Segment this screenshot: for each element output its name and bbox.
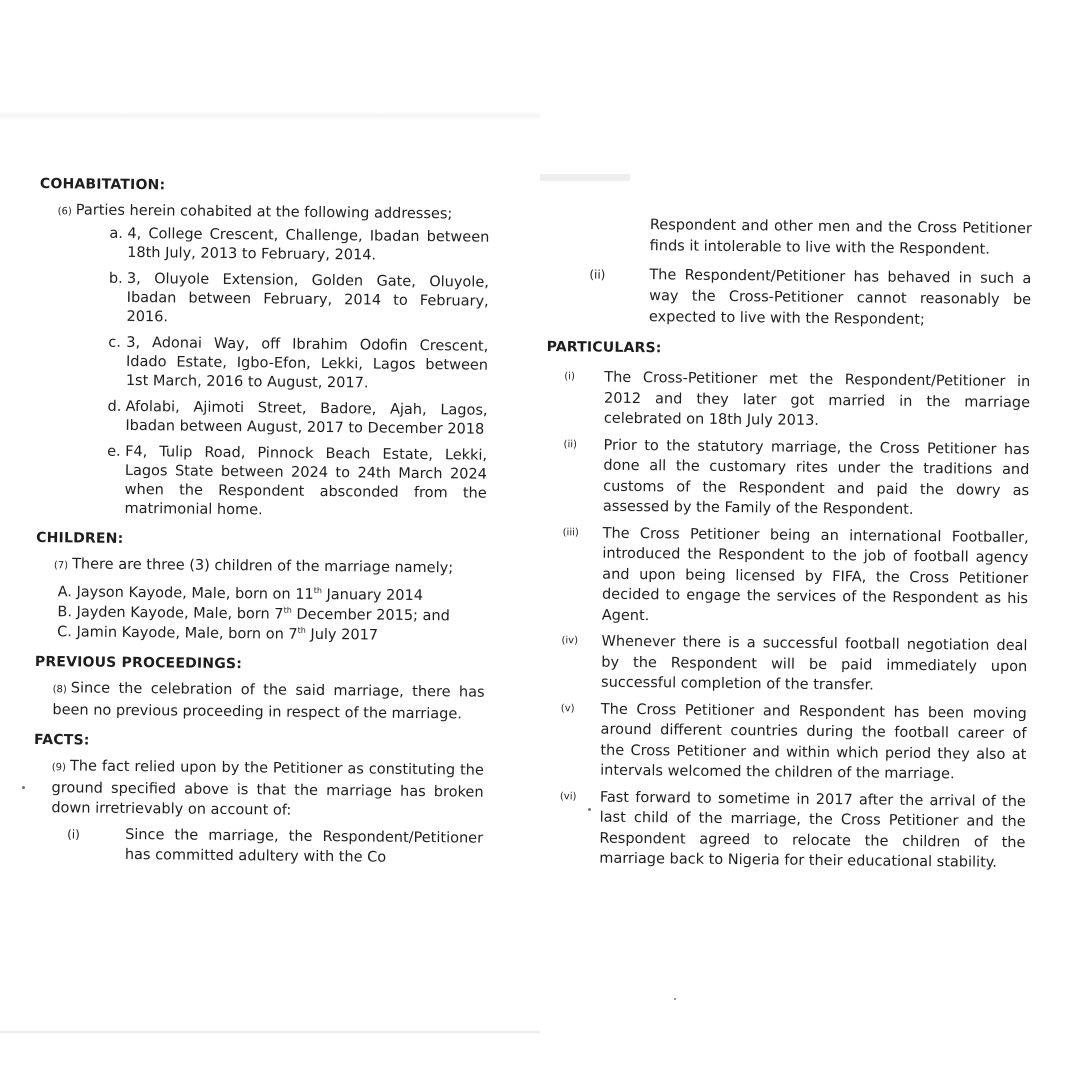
children-list [57,582,486,646]
facts-heading: FACTS: [34,731,90,749]
facts-item-i: (i) Since the marriage, the Respondent/Petitioner has committed adultery with the Co [67,826,484,866]
children-heading: CHILDREN: [36,529,124,547]
address-item-b: b. 3, Oluyole Extension, Golden Gate, Oluyole, Ibadan between February, 2014 to February, 2016. [108,270,489,326]
paragraph-number: (6) [57,206,72,218]
particulars-list [540,367,1030,874]
cohabitation-section [36,176,490,523]
facts-item-ii: (ii) The Respondent/Petitioner has behaved in such a way the Cross-Petitioner cannot reasonably be expected to live with the Respondent; [589,267,1032,329]
child-item-a: A. Jayson Kayode, Male, born on 11th January 2014 [57,584,424,605]
particulars-heading: PARTICULARS: [546,339,662,357]
previous-proceedings-section [34,654,485,725]
scan-mark [540,174,630,181]
scan-edge-bottom [0,1030,540,1034]
continuation-text: Respondent and other men and the Cross Petitioner finds it intolerable to live with the Respondent. [649,217,1032,258]
address-item-e: e. F4, Tulip Road, Pinnock Beach Estate, Lekki, Lagos State between 2024 to 24th March 2024 when the Respondent absconded from the matrimonial home. [107,443,488,519]
paragraph-number: (8) [52,684,67,696]
address-item-c: c. 3, Adonai Way, off Ibrahim Odofin Crescent, Idado Estate, Igbo-Efon, Lekki, Lagos between 1st March, 2016 to August, 2017. [108,334,489,392]
left-page-content [33,176,490,881]
address-item-a: a. 4, College Crescent, Challenge, Ibadan between 18th July, 2013 to February, 2014. [109,225,490,264]
children-section [35,530,486,647]
paragraph-number: (9) [51,762,67,774]
scan-edge-top [0,112,540,120]
cohabitation-heading: COHABITATION: [39,176,166,194]
children-intro: (7) There are three (3) children of the marriage namely; [53,556,454,577]
particular-item-v: (v) The Cross Petitioner and Respondent has been moving around different countries during the football career of the Cross Petitioner and within which period they also at intervals welcomed the children of the marriage. [560,701,1027,783]
facts-section [33,732,484,869]
child-item-c: C. Jamin Kayode, Male, born on 7th July 2017 [57,624,379,644]
previous-proceedings-heading: PREVIOUS PROCEEDINGS: [34,653,243,673]
cohabitation-intro: (6) Parties herein cohabited at the following addresses; [57,202,453,223]
address-list [106,225,489,523]
child-item-b: B. Jayden Kayode, Male, born 7th December 2015; and [57,604,450,625]
particular-item-ii: (ii) Prior to the statutory marriage, the Cross Petitioner has done all the customary rites under the traditions and customs of the Respondent and paid the dowry as assessed by the Family of the Respondent. [563,437,1030,518]
scan-speck [674,998,676,1000]
particular-item-iii: (iii) The Cross Petitioner being an international Footballer, introduced the Respondent to the job of football agency and upon being licensed by FIFA, the Cross Petitioner decided to engage the services of the Respondent as his Agent. [562,525,1029,624]
facts-text: (9) The fact relied upon by the Petitioner as constituting the ground specified above is that the marriage has broken down irretrievably on account of: [51,758,484,819]
right-page [540,0,1080,1080]
particular-item-iv: (iv) Whenever there is a successful football negotiation deal by the Respondent will be paid immediately upon successful completion of the transfer. [561,633,1028,694]
particular-item-i: (i) The Cross-Petitioner met the Respondent/Petitioner in 2012 and they later got married in the marriage celebrated on 18th July 2013. [564,369,1031,429]
paragraph-number: (7) [53,560,69,572]
address-item-d: d. Afolabi, Ajimoti Street, Badore, Ajah, Lagos, Ibadan between August, 2017 to December 2018 [107,398,488,438]
scan-speck [22,786,25,789]
right-page-content [540,214,1032,880]
previous-proceedings-text: (8) Since the celebration of the said marriage, there has been no previous proceeding in respect of the marriage. [52,680,485,723]
particular-item-vi: (vi) Fast forward to sometime in 2017 after the arrival of the last child of the marriage, the Cross Petitioner and the Respondent agreed to relocate the children of the marriage back to Nigeria for their educational stability. [559,789,1026,871]
